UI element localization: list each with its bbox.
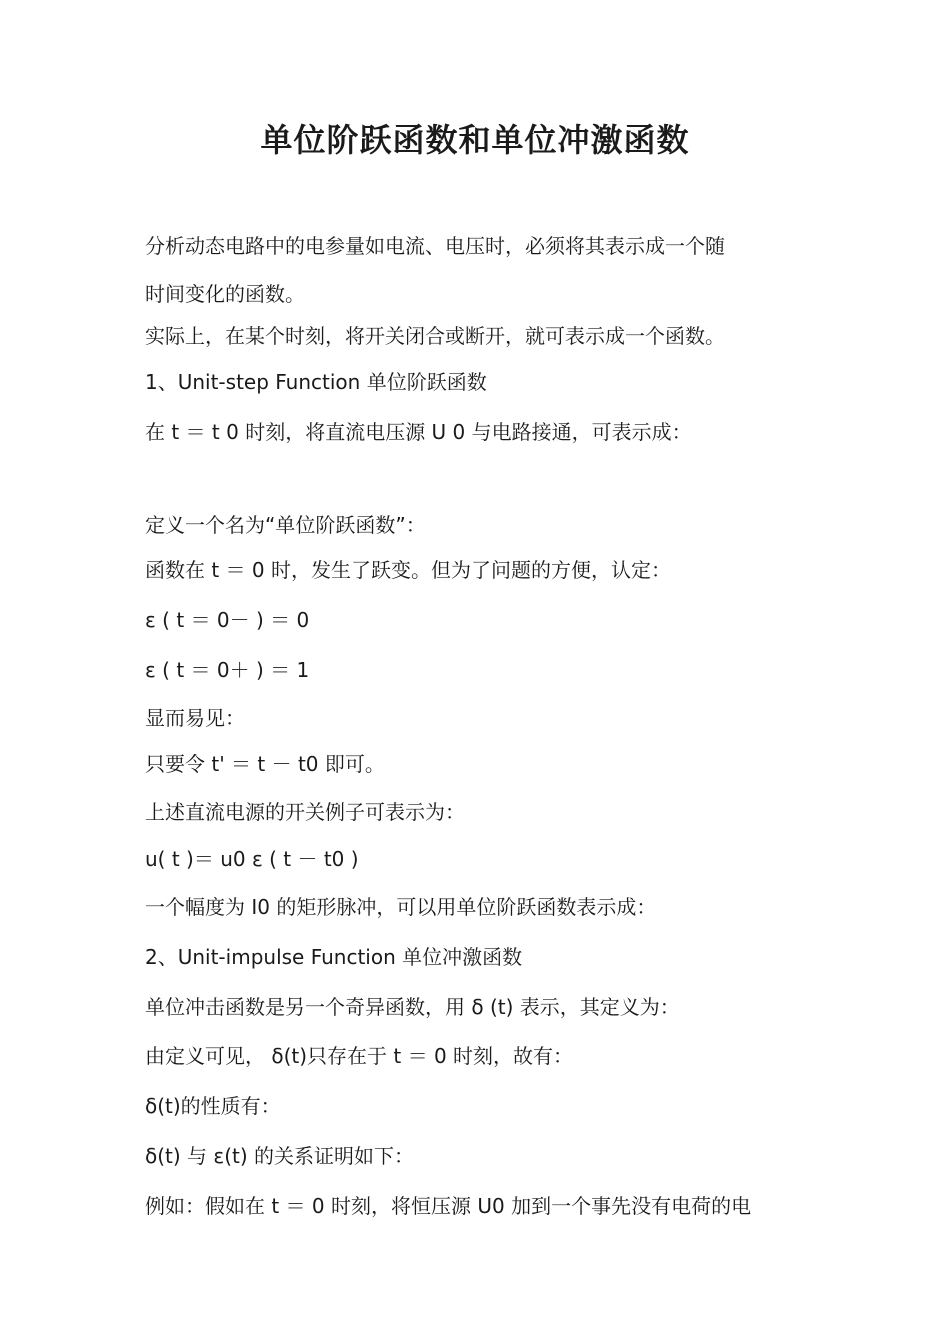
paragraph-line: 在 t ＝ t 0 时刻，将直流电压源 U 0 与电路接通，可表示成： <box>145 420 692 444</box>
formula-line: u( t )＝ u0 ε ( t － t0 ) <box>145 847 359 871</box>
document-title: 单位阶跃函数和单位冲激函数 <box>260 121 690 159</box>
formula-line: ε ( t ＝ 0－ ) ＝ 0 <box>145 608 310 632</box>
section-heading-unit-step: 1、Unit-step Function 单位阶跃函数 <box>145 370 487 394</box>
paragraph-line: 函数在 t ＝ 0 时，发生了跃变。但为了问题的方便，认定： <box>145 558 671 582</box>
paragraph-line: 显而易见： <box>145 706 245 730</box>
paragraph-line: 分析动态电路中的电参量如电流、电压时，必须将其表示成一个随 <box>145 234 725 258</box>
section-heading-unit-impulse: 2、Unit-impulse Function 单位冲激函数 <box>145 945 523 969</box>
paragraph-line: δ(t) 与 ε(t) 的关系证明如下： <box>145 1144 415 1168</box>
formula-line: ε ( t ＝ 0＋ ) ＝ 1 <box>145 658 310 682</box>
paragraph-line: 时间变化的函数。 <box>145 282 305 306</box>
paragraph-line: 上述直流电源的开关例子可表示为： <box>145 800 465 824</box>
paragraph-line: 实际上，在某个时刻，将开关闭合或断开，就可表示成一个函数。 <box>145 324 725 348</box>
paragraph-line: 例如：假如在 t ＝ 0 时刻，将恒压源 U0 加到一个事先没有电荷的电 <box>145 1194 752 1218</box>
paragraph-line: 定义一个名为“单位阶跃函数”： <box>145 513 426 537</box>
paragraph-line: 只要令 t' ＝ t － t0 即可。 <box>145 752 385 776</box>
paragraph-line: δ(t)的性质有： <box>145 1094 281 1118</box>
paragraph-line: 一个幅度为 I0 的矩形脉冲，可以用单位阶跃函数表示成： <box>145 895 657 919</box>
paragraph-line: 单位冲击函数是另一个奇异函数，用 δ (t) 表示，其定义为： <box>145 995 680 1019</box>
paragraph-line: 由定义可见， δ(t)只存在于 t ＝ 0 时刻，故有： <box>145 1044 574 1068</box>
